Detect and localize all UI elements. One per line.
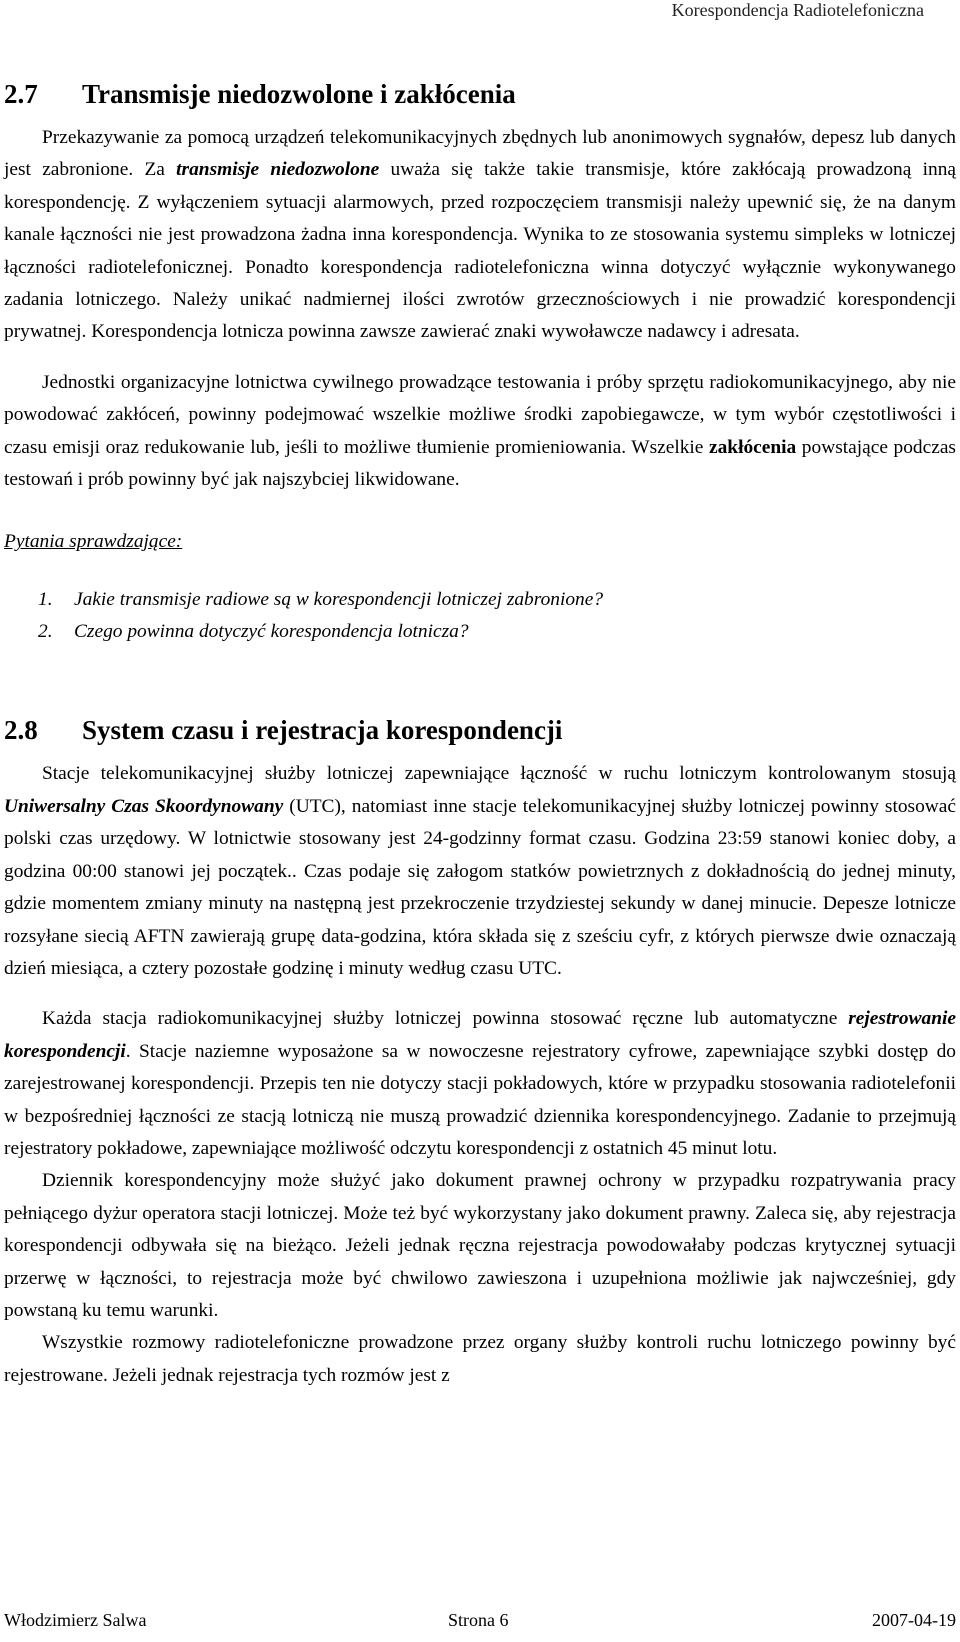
section-number: 2.7 bbox=[4, 79, 38, 109]
footer-date: 2007-04-19 bbox=[872, 1610, 956, 1630]
text-run: powstające podczas testowań i prób powinny być jak najszybciej likwidowane. bbox=[4, 436, 956, 491]
question-number: 1. bbox=[38, 589, 53, 611]
text-run: Każda stacja radiokomunikacyjnej służby lotniczej powinna stosować ręczne lub automatyczne bbox=[42, 1008, 849, 1030]
emphasis-term: transmisje niedozwolone bbox=[176, 159, 380, 181]
questions-list bbox=[4, 584, 956, 648]
text-run: Stacje telekomunikacyjnej służby lotniczej zapewniające łączność w ruchu lotniczym kontrolowanym stosują bbox=[42, 763, 956, 785]
footer-page-number: Strona 6 bbox=[448, 1610, 509, 1630]
paragraph bbox=[4, 758, 956, 985]
section-number: 2.8 bbox=[4, 715, 38, 746]
section-title: Transmisje niedozwolone i zakłócenia bbox=[82, 79, 516, 109]
emphasis-term: rejestrowanie korespondencji bbox=[4, 1008, 956, 1062]
paragraph: Dziennik korespondencyjny może służyć jako dokument prawnej ochrony w przypadku rozpatrywania pracy pełniącego dyżur operatora stacji lotniczej. Może też być wykorzystany jako dokument prawny. Zaleca się, aby rejestracja korespondencji odbywała się na bieżąco. Jeżeli jednak ręczna rejestracja powodowałaby podczas krytycznej sytuacji przerwę w łączności, to rejestracja może być chwilowo zawieszona i uzupełniona możliwie jak najwcześniej, gdy powstaną ku temu warunki. bbox=[4, 1170, 956, 1321]
section-heading-2-8 bbox=[4, 714, 956, 746]
text-run: . Stacje naziemne wyposażone sa w nowoczesne rejestratory cyfrowe, zapewniające szybki dostęp do zarejestrowanej korespondencji. Przepis ten nie dotyczy stacji pokładowych, które w przypadku stosowania radiotelefonii w bezpośredniej łączności ze stacją lotniczą nie muszą prowadzić dziennika korespondencyjnego. Zadanie to przejmują rejestratory pokładowe, zapewniające możliwość odczytu korespondencji z ostatnich 45 minut lotu. bbox=[4, 1040, 956, 1159]
question-text: Czego powinna dotyczyć korespondencja lotnicza? bbox=[74, 621, 469, 643]
paragraph bbox=[4, 367, 956, 497]
paragraph bbox=[4, 1003, 956, 1165]
page-footer bbox=[4, 1610, 956, 1638]
paragraph: Wszystkie rozmowy radiotelefoniczne prowadzone przez organy służby kontroli ruchu lotniczego powinny być rejestrowane. Jeżeli jednak rejestracja tych rozmów jest z bbox=[4, 1332, 956, 1386]
question-text: Jakie transmisje radiowe są w korespondencji lotniczej zabronione? bbox=[74, 589, 604, 611]
text-run: Przekazywanie za pomocą urządzeń telekomunikacyjnych zbędnych lub anonimowych sygnałów, depesz lub danych jest zabronione. Za bbox=[4, 127, 956, 181]
section-heading-2-7 bbox=[4, 78, 956, 110]
emphasis-term: Uniwersalny Czas Skoordynowany bbox=[4, 795, 284, 817]
section-title: System czasu i rejestracja korespondencji bbox=[82, 715, 563, 746]
footer-author: Włodzimierz Salwa bbox=[4, 1610, 147, 1630]
question-number: 2. bbox=[38, 621, 53, 643]
text-run: Jednostki organizacyjne lotnictwa cywilnego prowadzące testowania i próby sprzętu radiokomunikacyjnego, aby nie powodować zakłóceń, powinny podejmować wszelkie możliwe środki zapobiegawcze, w tym wybór częstotliwości i czasu emisji oraz redukowanie lub, jeśli to możliwe tłumienie promieniowania. Wszelkie bbox=[4, 371, 956, 458]
text-run: uważa się także takie transmisje, które zakłócają prowadzoną inną korespondencję. Z wyłączeniem sytuacji alarmowych, przed rozpoczęciem transmisji należy upewnić się, że na danym kanale łączności nie jest prowadzona żadna inna korespondencja. Wynika to ze stosowania systemu simpleks w lotniczej łączności radiotelefonicznej. Ponadto korespondencja radiotelefoniczna winna dotyczyć wyłącznie wykonywanego zadania lotniczego. Należy unikać nadmiernej ilości zwrotów grzecznościowych i nie prowadzić korespondencji prywatnej. Korespondencja lotnicza powinna zawsze zawierać znaki wywoławcze nadawcy i adresata. bbox=[4, 159, 956, 343]
paragraph bbox=[4, 122, 956, 349]
running-header: Korespondencja Radiotelefoniczna bbox=[671, 0, 924, 20]
list-item bbox=[4, 584, 956, 616]
questions-title: Pytania sprawdzające: bbox=[4, 531, 183, 553]
text-run: (UTC), natomiast inne stacje telekomunikacyjnej służby lotniczej powinny stosować polski czas urzędowy. W lotnictwie stosowany jest 24-godzinny format czasu. Godzina 23:59 stanowi koniec doby, a godzina 00:00 stanowi jej początek.. Czas podaje się załogom statków powietrznych z dokładnością do jednej minuty, gdzie momentem zmiany minuty na następną jest przekroczenie trzydziestej sekundy w danej minucie. Depesze lotnicze rozsyłane siecią AFTN zawierają grupę data-godzina, która składa się z sześciu cyfr, z których pierwsze dwie oznaczają dzień miesiąca, a cztery pozostałe godzinę i minuty według czasu UTC. bbox=[4, 795, 956, 979]
list-item bbox=[4, 616, 956, 648]
page-content bbox=[4, 78, 956, 1392]
emphasis-term: zakłócenia bbox=[708, 436, 797, 458]
